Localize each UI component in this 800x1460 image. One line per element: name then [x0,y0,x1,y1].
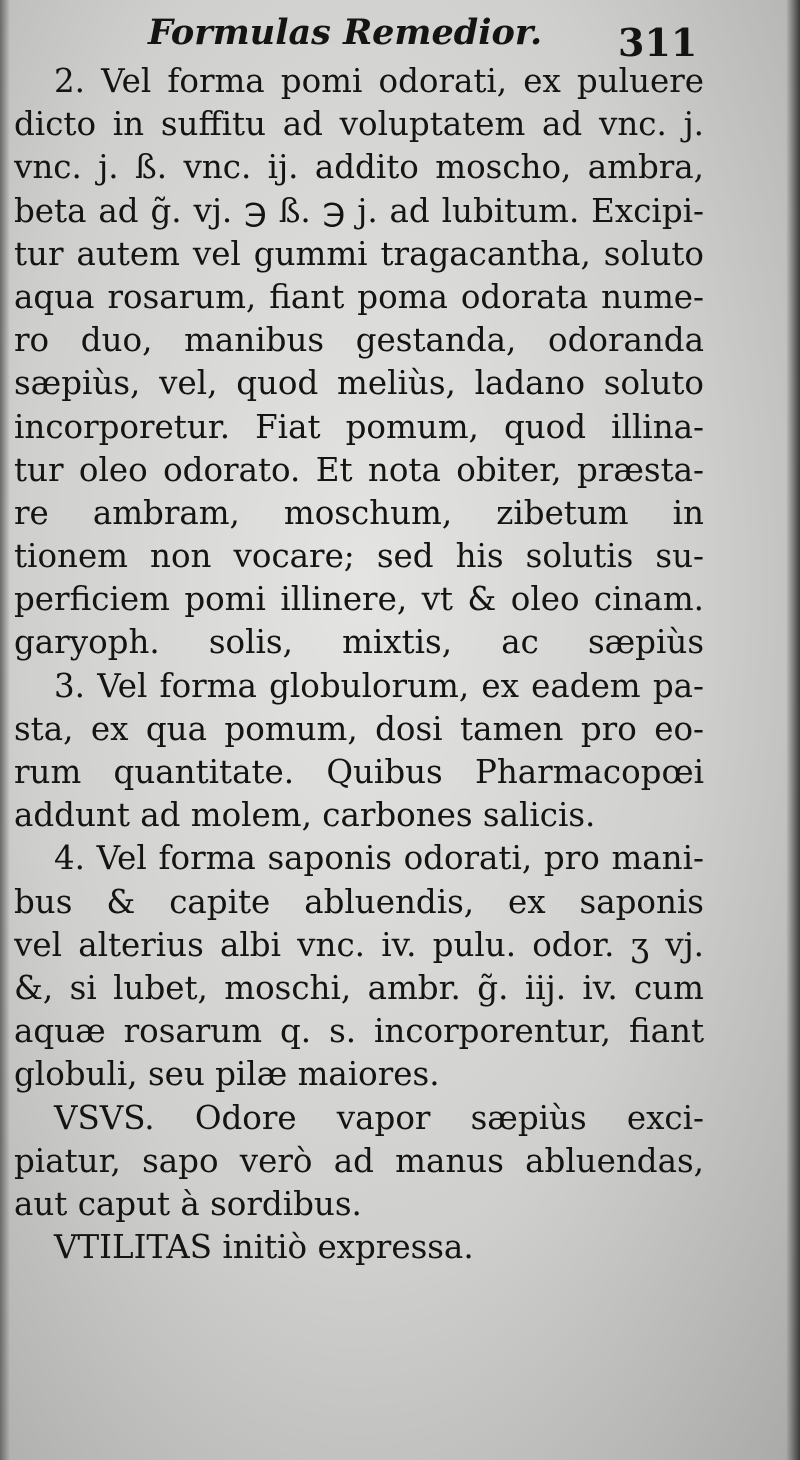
text-line: ro duo, manibus gestanda, odoranda [14,321,704,360]
page-gutter-shadow [0,0,10,1460]
text-line: piatur, sapo verò ad manus abluendas, [14,1141,704,1180]
text-line: &, si lubet, moschi, ambr. g̃. iij. iv. cum [14,968,704,1007]
text-line: vel alterius albi vnc. iv. pulu. odor. ʒ vj. [14,925,704,964]
text-line: rum quantitate. Quibus Pharmacopœi [14,753,704,791]
text-line: garyoph. solis, mixtis, ac sæpiùs [14,623,704,662]
running-head: Formulas Remedior. [148,12,543,53]
page-header [0,8,800,65]
page-edge-shadow [786,0,800,1460]
text-line: perficiem pomi illinere, vt & oleo cinam. [14,580,704,619]
text-line: aquæ rosarum q. s. incorporentur, fiant [14,1012,704,1051]
text-line: sta, ex qua pomum, dosi tamen pro eo- [14,709,704,748]
text-line: addunt ad molem, carbones salicis. [14,796,596,835]
text-line: 2. Vel forma pomi odorati, ex puluere [54,62,704,100]
text-line: 4. Vel forma saponis odorati, pro mani- [54,839,704,878]
text-line: VTILITAS initiò expressa. [54,1228,474,1267]
text-line: bus & capite abluendis, ex saponis [14,882,704,921]
text-line: aqua rosarum, fiant poma odorata nume- [14,277,704,316]
text-line: tur oleo odorato. Et nota obiter, præsta- [14,450,704,489]
text-line: beta ad g̃. vj. ℈ ß. ℈ j. ad lubitum. Excipi- [14,191,704,230]
text-line: aut caput à sordibus. [14,1184,362,1223]
text-line: sæpiùs, vel, quod meliùs, ladano soluto [14,364,704,403]
text-line: incorporetur. Fiat pomum, quod illina- [14,407,704,446]
text-line: tur autem vel gummi tragacantha, soluto [14,234,704,273]
text-line: dicto in suffitu ad voluptatem ad vnc. j. [14,105,704,144]
text-line: re ambram, moschum, zibetum in [14,493,704,532]
text-line: 3. Vel forma globulorum, ex eadem pa- [54,666,704,705]
text-line: globuli, seu pilæ maiores. [14,1055,440,1094]
text-line: VSVS. Odore vapor sæpiùs exci- [54,1098,704,1137]
body-text [14,60,704,1269]
text-line: tionem non vocare; sed his solutis su- [14,537,704,576]
page-number: 311 [618,20,698,65]
text-line: vnc. j. ß. vnc. ij. addito moscho, ambra, [14,148,704,187]
